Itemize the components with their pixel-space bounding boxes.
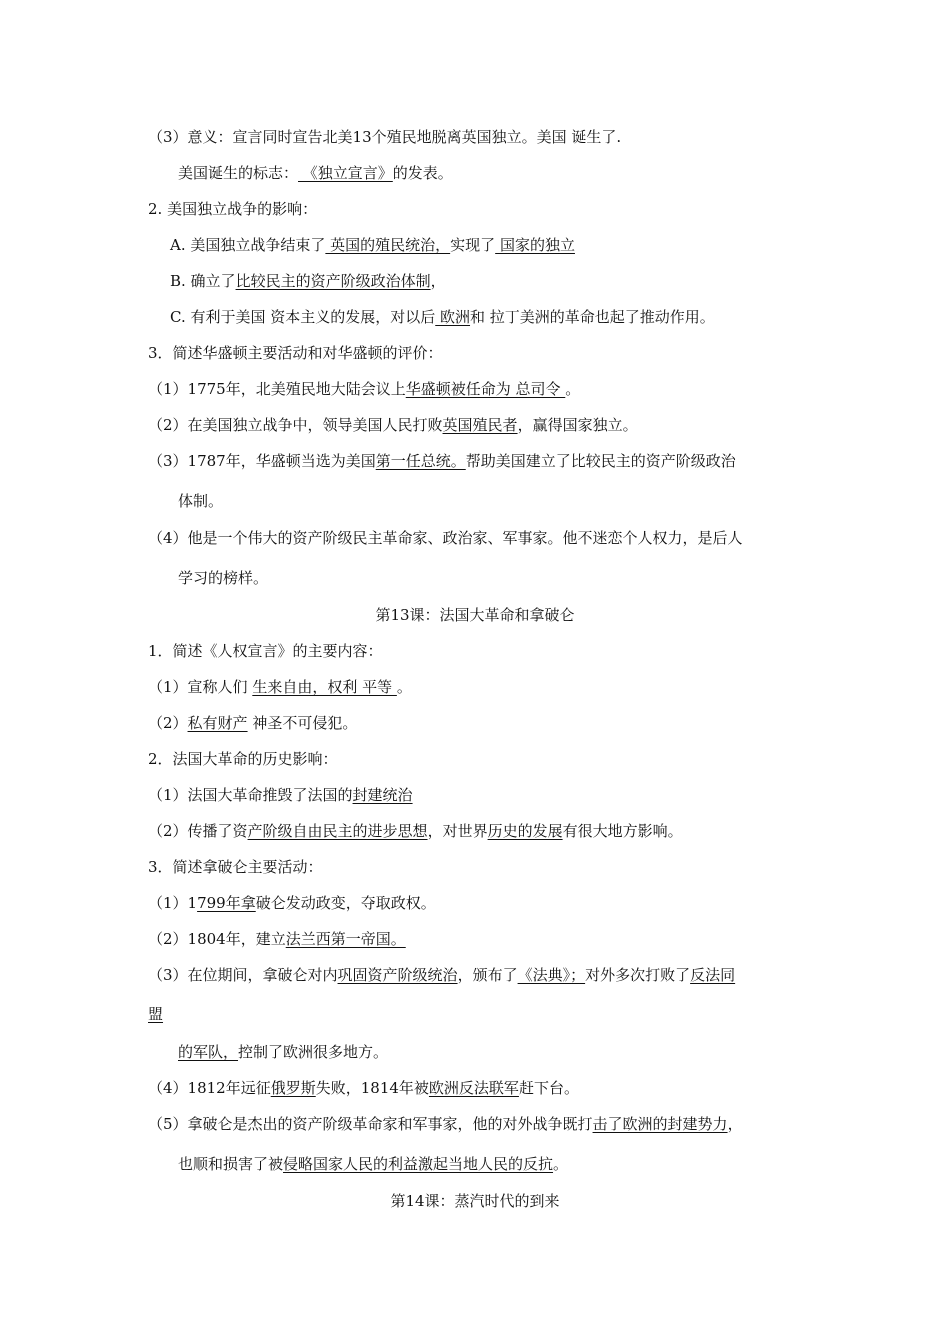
underlined-answer: 盟 — [148, 1005, 164, 1023]
text-line: （4）1812年远征俄罗斯失败，1814年被欧洲反法联军赶下台。 — [148, 1079, 579, 1097]
underlined-answer: 欧洲 — [435, 308, 471, 326]
text-line: （4）他是一个伟大的资产阶级民主革命家、政治家、军事家。他不迷恋个人权力，是后人 — [148, 529, 743, 547]
text-line: （3）意义：宣言同时宣告北美13个殖民地脱离英国独立。美国 诞生了. — [148, 128, 622, 146]
text-line: B. 确立了比较民主的资产阶级政治体制， — [170, 272, 446, 290]
text-line: （2）私有财产 神圣不可侵犯。 — [148, 714, 358, 732]
text-line: 学习的榜样。 — [178, 569, 269, 587]
lesson-title: 第14课：蒸汽时代的到来 — [390, 1192, 560, 1210]
text-line: A. 美国独立战争结束了 英国的殖民统治，实现了 国家的独立 — [170, 236, 575, 254]
text-line: （3）在位期间，拿破仑对内巩固资产阶级统治，颁布了《法典》；对外多次打败了反法同 — [148, 966, 736, 984]
underlined-answer: 比较民主的资产阶级政治体制 — [235, 272, 431, 290]
text-line: （3）1787年，华盛顿当选为美国第一任总统。帮助美国建立了比较民主的资产阶级政治 — [148, 452, 736, 470]
underlined-answer: 生来自由，权利 平等 — [252, 678, 397, 696]
text-line: （2）传播了资产阶级自由民主的进步思想，对世界历史的发展有很大地方影响。 — [148, 822, 683, 840]
underlined-answer: 799年拿 — [197, 894, 256, 912]
underlined-answer: 封建统治 — [352, 786, 413, 804]
section-heading: 3．简述华盛顿主要活动和对华盛顿的评价： — [148, 344, 443, 362]
underlined-answer: 历史的发展 — [487, 822, 563, 840]
text-line: （2）在美国独立战争中，领导美国人民打败英国殖民者，赢得国家独立。 — [148, 416, 638, 434]
underlined-answer: 产阶级自由民主的进步思想 — [247, 822, 428, 840]
text-line: （1）法国大革命推毁了法国的封建统治 — [148, 786, 413, 804]
underlined-answer: 的军队， — [178, 1043, 239, 1061]
underlined-answer: 私有财产 — [187, 714, 248, 732]
section-heading: 3．简述拿破仑主要活动： — [148, 858, 323, 876]
underlined-answer: 巩固资产阶级统治 — [337, 966, 458, 984]
underlined-answer: 英国的殖民统治， — [325, 236, 451, 254]
section-heading: 2. 美国独立战争的影响： — [148, 200, 318, 218]
section-heading: 1．简述《人权宣言》的主要内容： — [148, 642, 383, 660]
text-line: （1）1799年拿破仑发动政变，夺取政权。 — [148, 894, 436, 912]
text-line: （5）拿破仑是杰出的资产阶级革命家和军事家，他的对外战争既打击了欧洲的封建势力， — [148, 1115, 743, 1133]
section-heading: 2．法国大革命的历史影响： — [148, 750, 338, 768]
underlined-answer: 国家的独立 — [495, 236, 575, 254]
underlined-answer: 欧洲反法联军 — [428, 1079, 519, 1097]
underlined-answer: 反法同 — [690, 966, 736, 984]
underlined-answer: 英国殖民者 — [442, 416, 518, 434]
underlined-answer: 击了欧洲的封建势力 — [592, 1115, 728, 1133]
text-line: （2）1804年，建立法兰西第一帝国。 — [148, 930, 406, 948]
text-line: 体制。 — [178, 492, 224, 510]
underlined-answer: 俄罗斯 — [270, 1079, 316, 1097]
text-line — [148, 1003, 163, 1025]
underlined-answer: 华盛顿被任命为 总司令 — [405, 380, 566, 398]
underlined-answer: 《法典》； — [517, 966, 586, 984]
text-line: （1）宣称人们 生来自由，权利 平等 。 — [148, 678, 412, 696]
text-line: （1）1775年，北美殖民地大陆会议上华盛顿被任命为 总司令 。 — [148, 380, 581, 398]
underlined-answer: 第一任总统。 — [375, 452, 466, 470]
text-line: C. 有利于美国 资本主义的发展，对以后 欧洲和 拉丁美洲的革命也起了推动作用。 — [170, 308, 715, 326]
underlined-answer: 法兰西第一帝国。 — [285, 930, 406, 948]
text-line: 美国诞生的标志： 《独立宣言》的发表。 — [178, 164, 453, 182]
underlined-answer: 《独立宣言》 — [298, 164, 393, 182]
text-line: 也顺和损害了被侵略国家人民的利益激起当地人民的反抗。 — [178, 1155, 569, 1173]
text-line: 的军队，控制了欧洲很多地方。 — [178, 1043, 389, 1061]
underlined-answer: 侵略国家人民的利益激起当地人民的反抗 — [283, 1155, 554, 1173]
lesson-title: 第13课：法国大革命和拿破仑 — [375, 606, 575, 624]
